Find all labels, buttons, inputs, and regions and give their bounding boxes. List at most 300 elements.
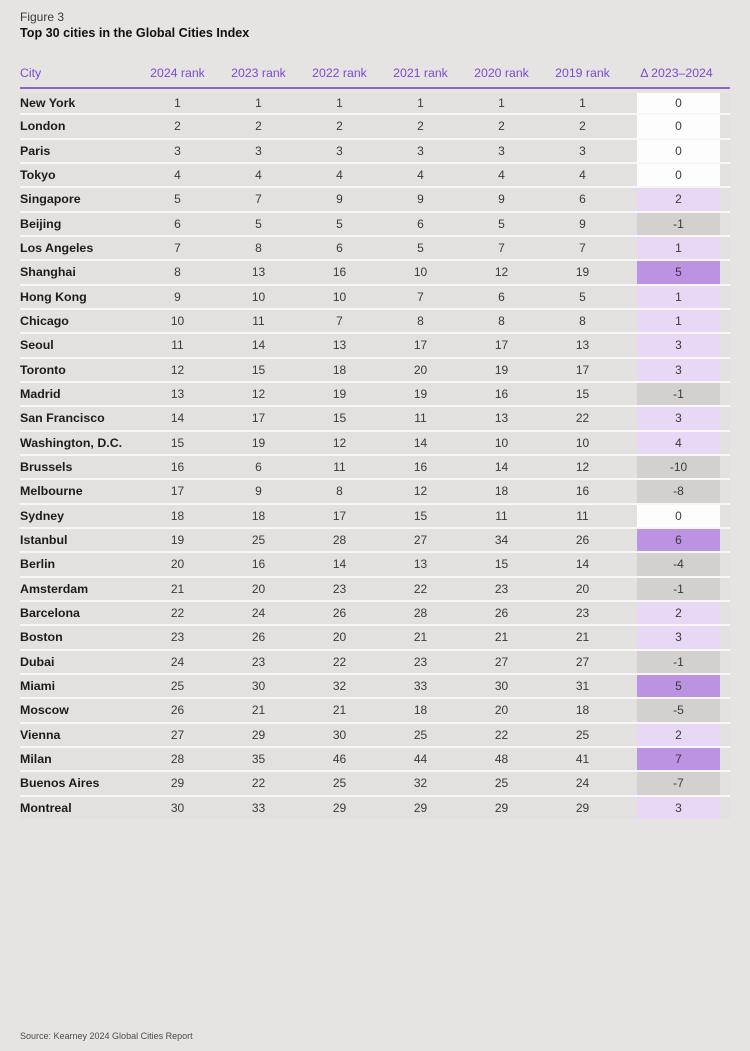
- delta-cell: [637, 259, 720, 283]
- table-row: [20, 795, 730, 819]
- rank-cell: 14: [380, 430, 461, 454]
- table-row: [20, 527, 730, 551]
- rank-cell: 35: [218, 746, 299, 770]
- right-gap-cell: [720, 357, 730, 381]
- rank-cell: 46: [299, 746, 380, 770]
- rank-cell: 12: [542, 454, 623, 478]
- rank-cell: 21: [542, 624, 623, 648]
- gap-cell: [623, 162, 637, 186]
- delta-cell: [637, 527, 720, 551]
- rank-cell: 2: [299, 113, 380, 137]
- rank-cell: 16: [299, 259, 380, 283]
- rank-cell: 25: [542, 722, 623, 746]
- rank-cell: 8: [542, 308, 623, 332]
- delta-value: -4: [637, 553, 720, 575]
- delta-cell: [637, 576, 720, 600]
- rank-cell: 12: [137, 357, 218, 381]
- delta-cell: [637, 454, 720, 478]
- rank-cell: 30: [137, 795, 218, 819]
- gap-cell: [623, 308, 637, 332]
- rank-cell: 23: [218, 649, 299, 673]
- rank-cell: 2: [137, 113, 218, 137]
- table-row: [20, 381, 730, 405]
- rank-cell: 7: [299, 308, 380, 332]
- gap-cell: [623, 697, 637, 721]
- rank-cell: 8: [461, 308, 542, 332]
- gap-cell: [623, 235, 637, 259]
- delta-cell: [637, 186, 720, 210]
- rank-cell: 4: [542, 162, 623, 186]
- rank-cell: 30: [218, 673, 299, 697]
- right-gap-cell: [720, 138, 730, 162]
- delta-value: 1: [637, 310, 720, 332]
- rank-cell: 29: [461, 795, 542, 819]
- delta-cell: [637, 478, 720, 502]
- delta-value: 3: [637, 334, 720, 356]
- delta-cell: [637, 162, 720, 186]
- city-cell: Dubai: [20, 649, 137, 673]
- rank-cell: 10: [461, 430, 542, 454]
- delta-cell: [637, 551, 720, 575]
- table-row: [20, 600, 730, 624]
- right-gap-cell: [720, 527, 730, 551]
- rank-cell: 23: [380, 649, 461, 673]
- delta-value: 7: [637, 748, 720, 770]
- table-row: [20, 89, 730, 113]
- rank-cell: 12: [461, 259, 542, 283]
- rank-cell: 17: [299, 503, 380, 527]
- rank-cell: 14: [461, 454, 542, 478]
- rank-cell: 8: [218, 235, 299, 259]
- rank-cell: 27: [461, 649, 542, 673]
- delta-value: 0: [637, 505, 720, 527]
- table-row: [20, 624, 730, 648]
- delta-value: -8: [637, 480, 720, 502]
- rank-cell: 26: [542, 527, 623, 551]
- rank-cell: 31: [542, 673, 623, 697]
- rank-cell: 9: [461, 186, 542, 210]
- rank-cell: 4: [218, 162, 299, 186]
- rank-cell: 3: [461, 138, 542, 162]
- rank-cell: 22: [380, 576, 461, 600]
- column-header-2022-rank: 2022 rank: [299, 58, 380, 89]
- rank-cell: 1: [218, 89, 299, 113]
- rank-cell: 41: [542, 746, 623, 770]
- rank-cell: 25: [461, 770, 542, 794]
- delta-value: 5: [637, 675, 720, 697]
- rank-cell: 19: [218, 430, 299, 454]
- rank-cell: 9: [380, 186, 461, 210]
- table-row: [20, 551, 730, 575]
- rank-cell: 6: [299, 235, 380, 259]
- rank-cell: 26: [299, 600, 380, 624]
- rank-cell: 27: [137, 722, 218, 746]
- right-gap-cell: [720, 332, 730, 356]
- gap-cell: [623, 454, 637, 478]
- rank-cell: 5: [299, 211, 380, 235]
- delta-value: 0: [637, 115, 720, 137]
- gap-cell: [623, 138, 637, 162]
- gap-cell: [623, 624, 637, 648]
- rank-cell: 19: [380, 381, 461, 405]
- right-gap-cell: [720, 551, 730, 575]
- rank-cell: 28: [380, 600, 461, 624]
- right-gap-cell: [720, 284, 730, 308]
- rank-cell: 22: [299, 649, 380, 673]
- rank-cell: 22: [542, 405, 623, 429]
- rank-cell: 7: [461, 235, 542, 259]
- rank-cell: 21: [299, 697, 380, 721]
- rank-cell: 15: [461, 551, 542, 575]
- rank-cell: 8: [137, 259, 218, 283]
- table-row: [20, 405, 730, 429]
- rank-cell: 33: [380, 673, 461, 697]
- delta-value: 3: [637, 407, 720, 429]
- right-gap-cell: [720, 235, 730, 259]
- rank-cell: 14: [137, 405, 218, 429]
- city-cell: Singapore: [20, 186, 137, 210]
- delta-value: 2: [637, 724, 720, 746]
- rank-cell: 34: [461, 527, 542, 551]
- delta-cell: [637, 89, 720, 113]
- figure-label: Figure 3: [20, 10, 65, 24]
- rank-cell: 21: [380, 624, 461, 648]
- delta-value: -1: [637, 651, 720, 673]
- rank-cell: 16: [137, 454, 218, 478]
- right-gap-cell: [720, 259, 730, 283]
- rank-cell: 24: [542, 770, 623, 794]
- rank-cell: 1: [542, 89, 623, 113]
- right-gap-cell: [720, 89, 730, 113]
- right-gap-cell: [720, 624, 730, 648]
- rank-cell: 29: [299, 795, 380, 819]
- rank-cell: 13: [137, 381, 218, 405]
- city-cell: Beijing: [20, 211, 137, 235]
- right-gap-cell: [720, 211, 730, 235]
- rank-cell: 3: [299, 138, 380, 162]
- city-cell: Istanbul: [20, 527, 137, 551]
- delta-value: -1: [637, 383, 720, 405]
- city-cell: Montreal: [20, 795, 137, 819]
- city-cell: Miami: [20, 673, 137, 697]
- rank-cell: 19: [542, 259, 623, 283]
- rank-cell: 17: [461, 332, 542, 356]
- rank-cell: 27: [542, 649, 623, 673]
- gap-cell: [623, 113, 637, 137]
- rank-cell: 24: [137, 649, 218, 673]
- delta-value: 4: [637, 432, 720, 454]
- rank-cell: 8: [380, 308, 461, 332]
- rank-cell: 21: [137, 576, 218, 600]
- table-row: [20, 770, 730, 794]
- delta-cell: [637, 624, 720, 648]
- rank-cell: 16: [380, 454, 461, 478]
- delta-cell: [637, 770, 720, 794]
- rank-cell: 23: [461, 576, 542, 600]
- rank-cell: 29: [218, 722, 299, 746]
- right-gap-cell: [720, 576, 730, 600]
- rank-cell: 23: [299, 576, 380, 600]
- delta-cell: [637, 381, 720, 405]
- rank-cell: 14: [542, 551, 623, 575]
- rank-cell: 11: [299, 454, 380, 478]
- rank-cell: 10: [299, 284, 380, 308]
- delta-value: 3: [637, 626, 720, 648]
- delta-cell: [637, 673, 720, 697]
- delta-value: 3: [637, 797, 720, 819]
- table-row: [20, 113, 730, 137]
- gap-cell: [623, 795, 637, 819]
- rank-cell: 22: [137, 600, 218, 624]
- rank-cell: 27: [380, 527, 461, 551]
- rank-cell: 19: [461, 357, 542, 381]
- delta-cell: [637, 308, 720, 332]
- delta-cell: [637, 795, 720, 819]
- delta-value: -10: [637, 456, 720, 478]
- rank-cell: 22: [461, 722, 542, 746]
- table-row: [20, 357, 730, 381]
- rank-cell: 10: [218, 284, 299, 308]
- rank-cell: 9: [542, 211, 623, 235]
- delta-value: 5: [637, 261, 720, 283]
- right-gap-cell: [720, 673, 730, 697]
- rank-cell: 16: [461, 381, 542, 405]
- delta-cell: [637, 235, 720, 259]
- city-cell: Los Angeles: [20, 235, 137, 259]
- rank-cell: 5: [542, 284, 623, 308]
- right-gap-cell: [720, 308, 730, 332]
- delta-value: 0: [637, 140, 720, 162]
- rank-cell: 18: [380, 697, 461, 721]
- city-cell: Paris: [20, 138, 137, 162]
- rank-cell: 6: [380, 211, 461, 235]
- gap-cell: [623, 284, 637, 308]
- right-gap-cell: [720, 649, 730, 673]
- delta-value: 2: [637, 188, 720, 210]
- right-gap-cell: [720, 746, 730, 770]
- rank-cell: 17: [542, 357, 623, 381]
- delta-cell: [637, 357, 720, 381]
- gap-cell: [623, 722, 637, 746]
- delta-value: 2: [637, 602, 720, 624]
- rank-cell: 1: [380, 89, 461, 113]
- rank-cell: 10: [380, 259, 461, 283]
- rank-cell: 29: [542, 795, 623, 819]
- rank-cell: 5: [380, 235, 461, 259]
- table-row: [20, 454, 730, 478]
- delta-cell: [637, 138, 720, 162]
- rank-cell: 1: [461, 89, 542, 113]
- rank-cell: 14: [218, 332, 299, 356]
- delta-cell: [637, 722, 720, 746]
- right-gap-cell: [720, 795, 730, 819]
- rank-cell: 20: [218, 576, 299, 600]
- rank-cell: 15: [542, 381, 623, 405]
- rank-cell: 3: [218, 138, 299, 162]
- city-cell: Hong Kong: [20, 284, 137, 308]
- rank-cell: 11: [461, 503, 542, 527]
- gap-cell: [623, 259, 637, 283]
- table-row: [20, 746, 730, 770]
- rank-cell: 13: [218, 259, 299, 283]
- city-cell: Buenos Aires: [20, 770, 137, 794]
- city-cell: New York: [20, 89, 137, 113]
- rank-cell: 15: [137, 430, 218, 454]
- table-row: [20, 673, 730, 697]
- rank-cell: 2: [218, 113, 299, 137]
- rank-cell: 7: [218, 186, 299, 210]
- rank-cell: 19: [137, 527, 218, 551]
- rank-cell: 2: [461, 113, 542, 137]
- rank-cell: 21: [218, 697, 299, 721]
- gap-cell: [623, 89, 637, 113]
- table-body: [20, 89, 730, 819]
- rank-cell: 3: [137, 138, 218, 162]
- rank-cell: 4: [380, 162, 461, 186]
- right-gap-cell: [720, 478, 730, 502]
- rank-cell: 18: [461, 478, 542, 502]
- rank-cell: 20: [461, 697, 542, 721]
- gap-cell: [623, 576, 637, 600]
- rank-cell: 7: [542, 235, 623, 259]
- rank-cell: 7: [137, 235, 218, 259]
- right-gap-cell: [720, 186, 730, 210]
- delta-value: 1: [637, 286, 720, 308]
- rank-cell: 12: [299, 430, 380, 454]
- delta-value: 3: [637, 359, 720, 381]
- rank-cell: 11: [218, 308, 299, 332]
- table-row: [20, 503, 730, 527]
- rank-cell: 20: [380, 357, 461, 381]
- gap-cell: [623, 527, 637, 551]
- source-note: Source: Kearney 2024 Global Cities Report: [20, 1031, 193, 1041]
- gap-cell: [623, 746, 637, 770]
- gap-cell: [623, 332, 637, 356]
- delta-cell: [637, 332, 720, 356]
- delta-cell: [637, 211, 720, 235]
- rank-cell: 33: [218, 795, 299, 819]
- table-row: [20, 235, 730, 259]
- rank-cell: 22: [218, 770, 299, 794]
- rank-cell: 13: [299, 332, 380, 356]
- city-cell: Toronto: [20, 357, 137, 381]
- rank-cell: 24: [218, 600, 299, 624]
- rank-cell: 11: [380, 405, 461, 429]
- gap-cell: [623, 503, 637, 527]
- city-cell: Sydney: [20, 503, 137, 527]
- rank-cell: 48: [461, 746, 542, 770]
- table-header-row: [20, 58, 730, 89]
- city-cell: Milan: [20, 746, 137, 770]
- rank-cell: 23: [137, 624, 218, 648]
- rank-cell: 4: [461, 162, 542, 186]
- city-cell: Madrid: [20, 381, 137, 405]
- table-row: [20, 186, 730, 210]
- table-row: [20, 259, 730, 283]
- rank-cell: 3: [542, 138, 623, 162]
- gap-cell: [623, 430, 637, 454]
- city-cell: Melbourne: [20, 478, 137, 502]
- rank-cell: 3: [380, 138, 461, 162]
- table-row: [20, 308, 730, 332]
- column-header-2020-rank: 2020 rank: [461, 58, 542, 89]
- rank-cell: 18: [218, 503, 299, 527]
- delta-value: 0: [637, 164, 720, 186]
- right-gap-cell: [720, 405, 730, 429]
- table-row: [20, 284, 730, 308]
- gap-cell: [623, 211, 637, 235]
- gap-cell: [623, 186, 637, 210]
- delta-cell: [637, 284, 720, 308]
- delta-cell: [637, 430, 720, 454]
- rank-cell: 30: [299, 722, 380, 746]
- rank-cell: 12: [380, 478, 461, 502]
- city-cell: Seoul: [20, 332, 137, 356]
- delta-cell: [637, 405, 720, 429]
- column-header-city: City: [20, 58, 137, 89]
- gap-cell: [623, 673, 637, 697]
- right-gap-cell: [720, 113, 730, 137]
- right-gap-cell: [720, 697, 730, 721]
- rank-cell: 11: [542, 503, 623, 527]
- rank-cell: 19: [299, 381, 380, 405]
- rank-cell: 15: [218, 357, 299, 381]
- city-cell: Barcelona: [20, 600, 137, 624]
- table-row: [20, 697, 730, 721]
- gap-cell: [623, 405, 637, 429]
- rank-cell: 18: [137, 503, 218, 527]
- right-gap-cell: [720, 430, 730, 454]
- rank-cell: 15: [380, 503, 461, 527]
- delta-cell: [637, 649, 720, 673]
- delta-value: -1: [637, 213, 720, 235]
- rank-cell: 1: [299, 89, 380, 113]
- rank-cell: 17: [380, 332, 461, 356]
- rank-cell: 16: [218, 551, 299, 575]
- rank-cell: 44: [380, 746, 461, 770]
- city-cell: Brussels: [20, 454, 137, 478]
- right-gap-cell: [720, 503, 730, 527]
- rank-cell: 23: [542, 600, 623, 624]
- column-header-delta: Δ 2023–2024: [623, 58, 730, 89]
- table-row: [20, 332, 730, 356]
- rank-cell: 9: [299, 186, 380, 210]
- column-header-2021-rank: 2021 rank: [380, 58, 461, 89]
- delta-cell: [637, 113, 720, 137]
- rank-cell: 8: [299, 478, 380, 502]
- rank-cell: 6: [218, 454, 299, 478]
- gap-cell: [623, 551, 637, 575]
- rank-cell: 25: [137, 673, 218, 697]
- rank-cell: 15: [299, 405, 380, 429]
- column-header-2023-rank: 2023 rank: [218, 58, 299, 89]
- table-row: [20, 722, 730, 746]
- city-cell: San Francisco: [20, 405, 137, 429]
- city-cell: Tokyo: [20, 162, 137, 186]
- right-gap-cell: [720, 162, 730, 186]
- rank-cell: 9: [218, 478, 299, 502]
- right-gap-cell: [720, 722, 730, 746]
- rank-cell: 4: [137, 162, 218, 186]
- rank-cell: 28: [137, 746, 218, 770]
- rank-cell: 4: [299, 162, 380, 186]
- table-row: [20, 649, 730, 673]
- rank-cell: 25: [380, 722, 461, 746]
- rank-cell: 18: [542, 697, 623, 721]
- rank-cell: 5: [137, 186, 218, 210]
- right-gap-cell: [720, 454, 730, 478]
- delta-value: 0: [637, 93, 720, 113]
